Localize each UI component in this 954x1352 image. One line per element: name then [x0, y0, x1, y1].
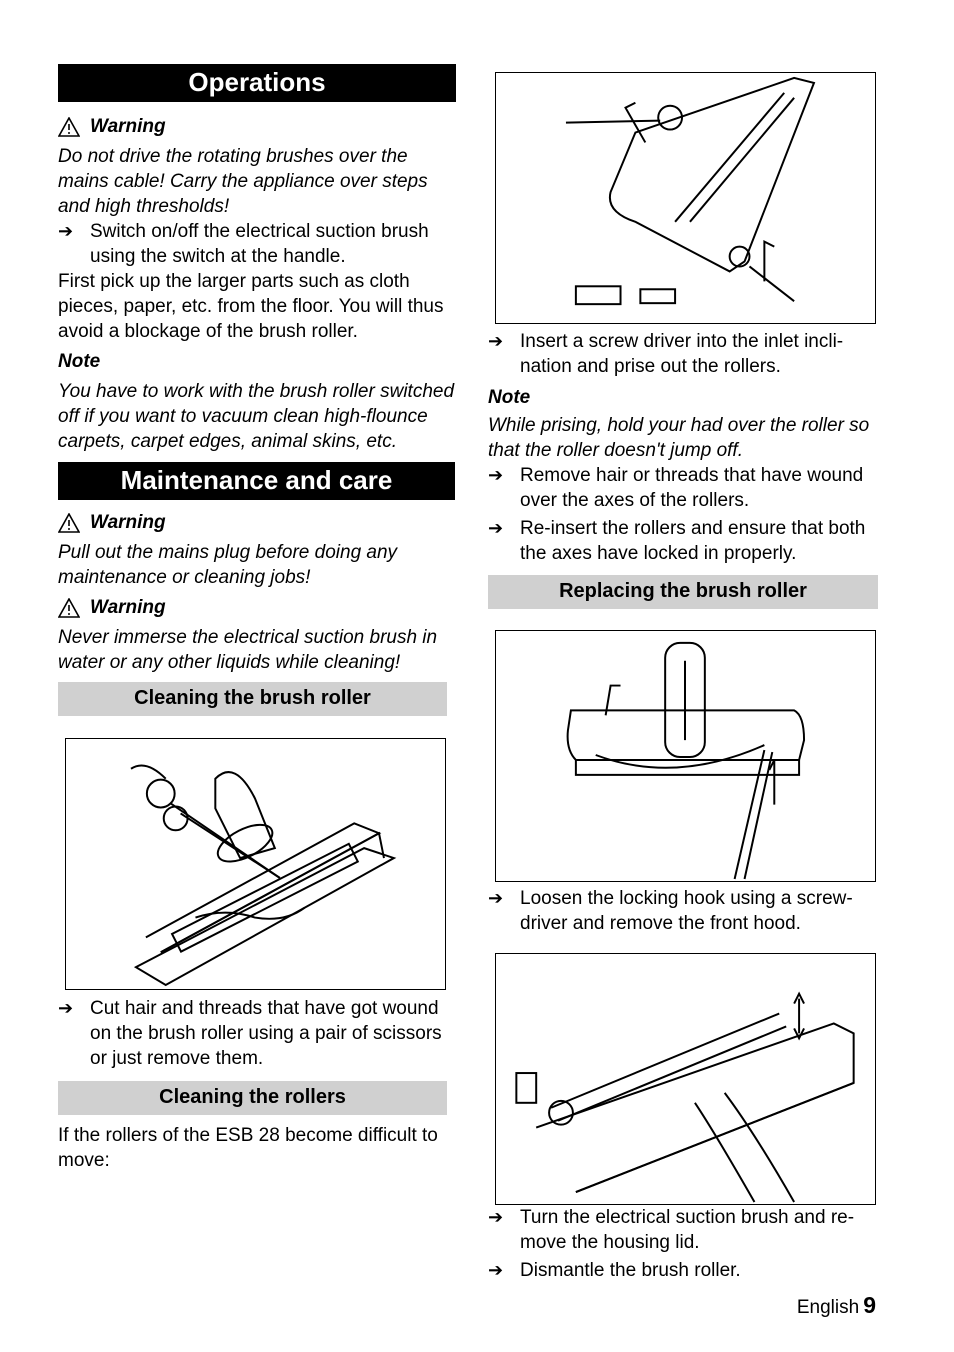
- step-screwdriver-text: Insert a screw driver into the inlet incli-nation and prise out the rollers.: [520, 331, 844, 377]
- arrow-right-icon: ➔: [488, 1207, 504, 1227]
- operations-heading: Operations: [58, 64, 456, 102]
- step-reinsert: [488, 516, 878, 566]
- right-note-label: Note: [488, 387, 531, 408]
- warning-2-text: Pull out the mains plug before doing any maintenance or cleaning jobs!: [58, 542, 398, 588]
- left-column: [58, 64, 456, 1173]
- warning-triangle-icon: [58, 117, 80, 137]
- warning-triangle-icon: [58, 598, 80, 618]
- note-label: Note: [58, 351, 101, 372]
- step-housing-lid: [488, 1205, 878, 1255]
- right-note-text: While prising, hold your had over the roller so that the roller doesn't jump off.: [488, 415, 870, 461]
- warning-3-text: Never immerse the electrical suction brush in water or any other liquids while cleaning!: [58, 627, 438, 673]
- page-footer: [797, 1292, 876, 1319]
- step-switch: [58, 219, 456, 269]
- arrow-right-icon: ➔: [488, 465, 504, 485]
- figure-scissors-brush-roller: [65, 738, 446, 990]
- figure-locking-hook: [495, 630, 876, 882]
- arrow-right-icon: ➔: [58, 221, 74, 241]
- arrow-right-icon: ➔: [488, 1260, 504, 1280]
- figure-brush-roller-removal: [495, 953, 876, 1205]
- cleaning-brush-heading: Cleaning the brush roller: [58, 682, 447, 716]
- step-housing-lid-text: Turn the electrical suction brush and re-move the housing lid.: [520, 1207, 855, 1253]
- right-column: [488, 72, 878, 1283]
- arrow-right-icon: ➔: [488, 888, 504, 908]
- step-dismantle-text: Dismantle the brush roller.: [520, 1260, 741, 1281]
- step-screwdriver: [488, 329, 878, 379]
- footer-language: English: [796, 1297, 860, 1318]
- page-number: 9: [863, 1292, 876, 1318]
- step-reinsert-text: Re-insert the rollers and ensure that both the axes have locked in properly.: [520, 518, 866, 564]
- brush-roller-removal-illustration: [496, 954, 875, 1204]
- warning-1: [58, 114, 456, 139]
- para-rollers: If the rollers of the ESB 28 become difficult to move:: [58, 1125, 438, 1171]
- step-locking-hook: [488, 886, 878, 936]
- step-remove-hair: [488, 463, 878, 513]
- figure-prise-rollers: [495, 72, 876, 324]
- warning-3: [58, 595, 456, 620]
- step-dismantle: [488, 1258, 878, 1283]
- step-cut-hair: [58, 996, 456, 1071]
- warning-1-text: Do not drive the rotating brushes over the mains cable! Carry the appliance over steps and high thresholds!: [58, 146, 428, 217]
- arrow-right-icon: ➔: [488, 331, 504, 351]
- step-cut-hair-text: Cut hair and threads that have got wound on the brush roller using a pair of scissors or just remove them.: [90, 998, 442, 1069]
- maintenance-heading: Maintenance and care: [58, 462, 455, 500]
- step-remove-hair-text: Remove hair or threads that have wound over the axes of the rollers.: [520, 465, 864, 511]
- prise-rollers-illustration: [496, 73, 875, 323]
- replacing-heading: Replacing the brush roller: [488, 575, 878, 609]
- arrow-right-icon: ➔: [58, 998, 74, 1018]
- para-pickup: First pick up the larger parts such as cloth pieces, paper, etc. from the floor. You will thus avoid a blockage of the brush roller.: [58, 271, 444, 342]
- step-locking-hook-text: Loosen the locking hook using a screw-driver and remove the front hood.: [520, 888, 853, 934]
- arrow-right-icon: ➔: [488, 518, 504, 538]
- step-switch-text: Switch on/off the electrical suction brush using the switch at the handle.: [90, 221, 429, 267]
- scissors-brush-illustration: [66, 739, 445, 989]
- locking-hook-illustration: [496, 631, 875, 881]
- warning-1-label: Warning: [90, 116, 166, 137]
- warning-2-label: Warning: [90, 512, 166, 533]
- note-text: You have to work with the brush roller switched off if you want to vacuum clean high-flounce carpets, carpet edges, animal skins, etc.: [58, 381, 455, 452]
- warning-2: [58, 510, 456, 535]
- warning-triangle-icon: [58, 513, 80, 533]
- cleaning-rollers-heading: Cleaning the rollers: [58, 1081, 447, 1115]
- warning-3-label: Warning: [90, 597, 166, 618]
